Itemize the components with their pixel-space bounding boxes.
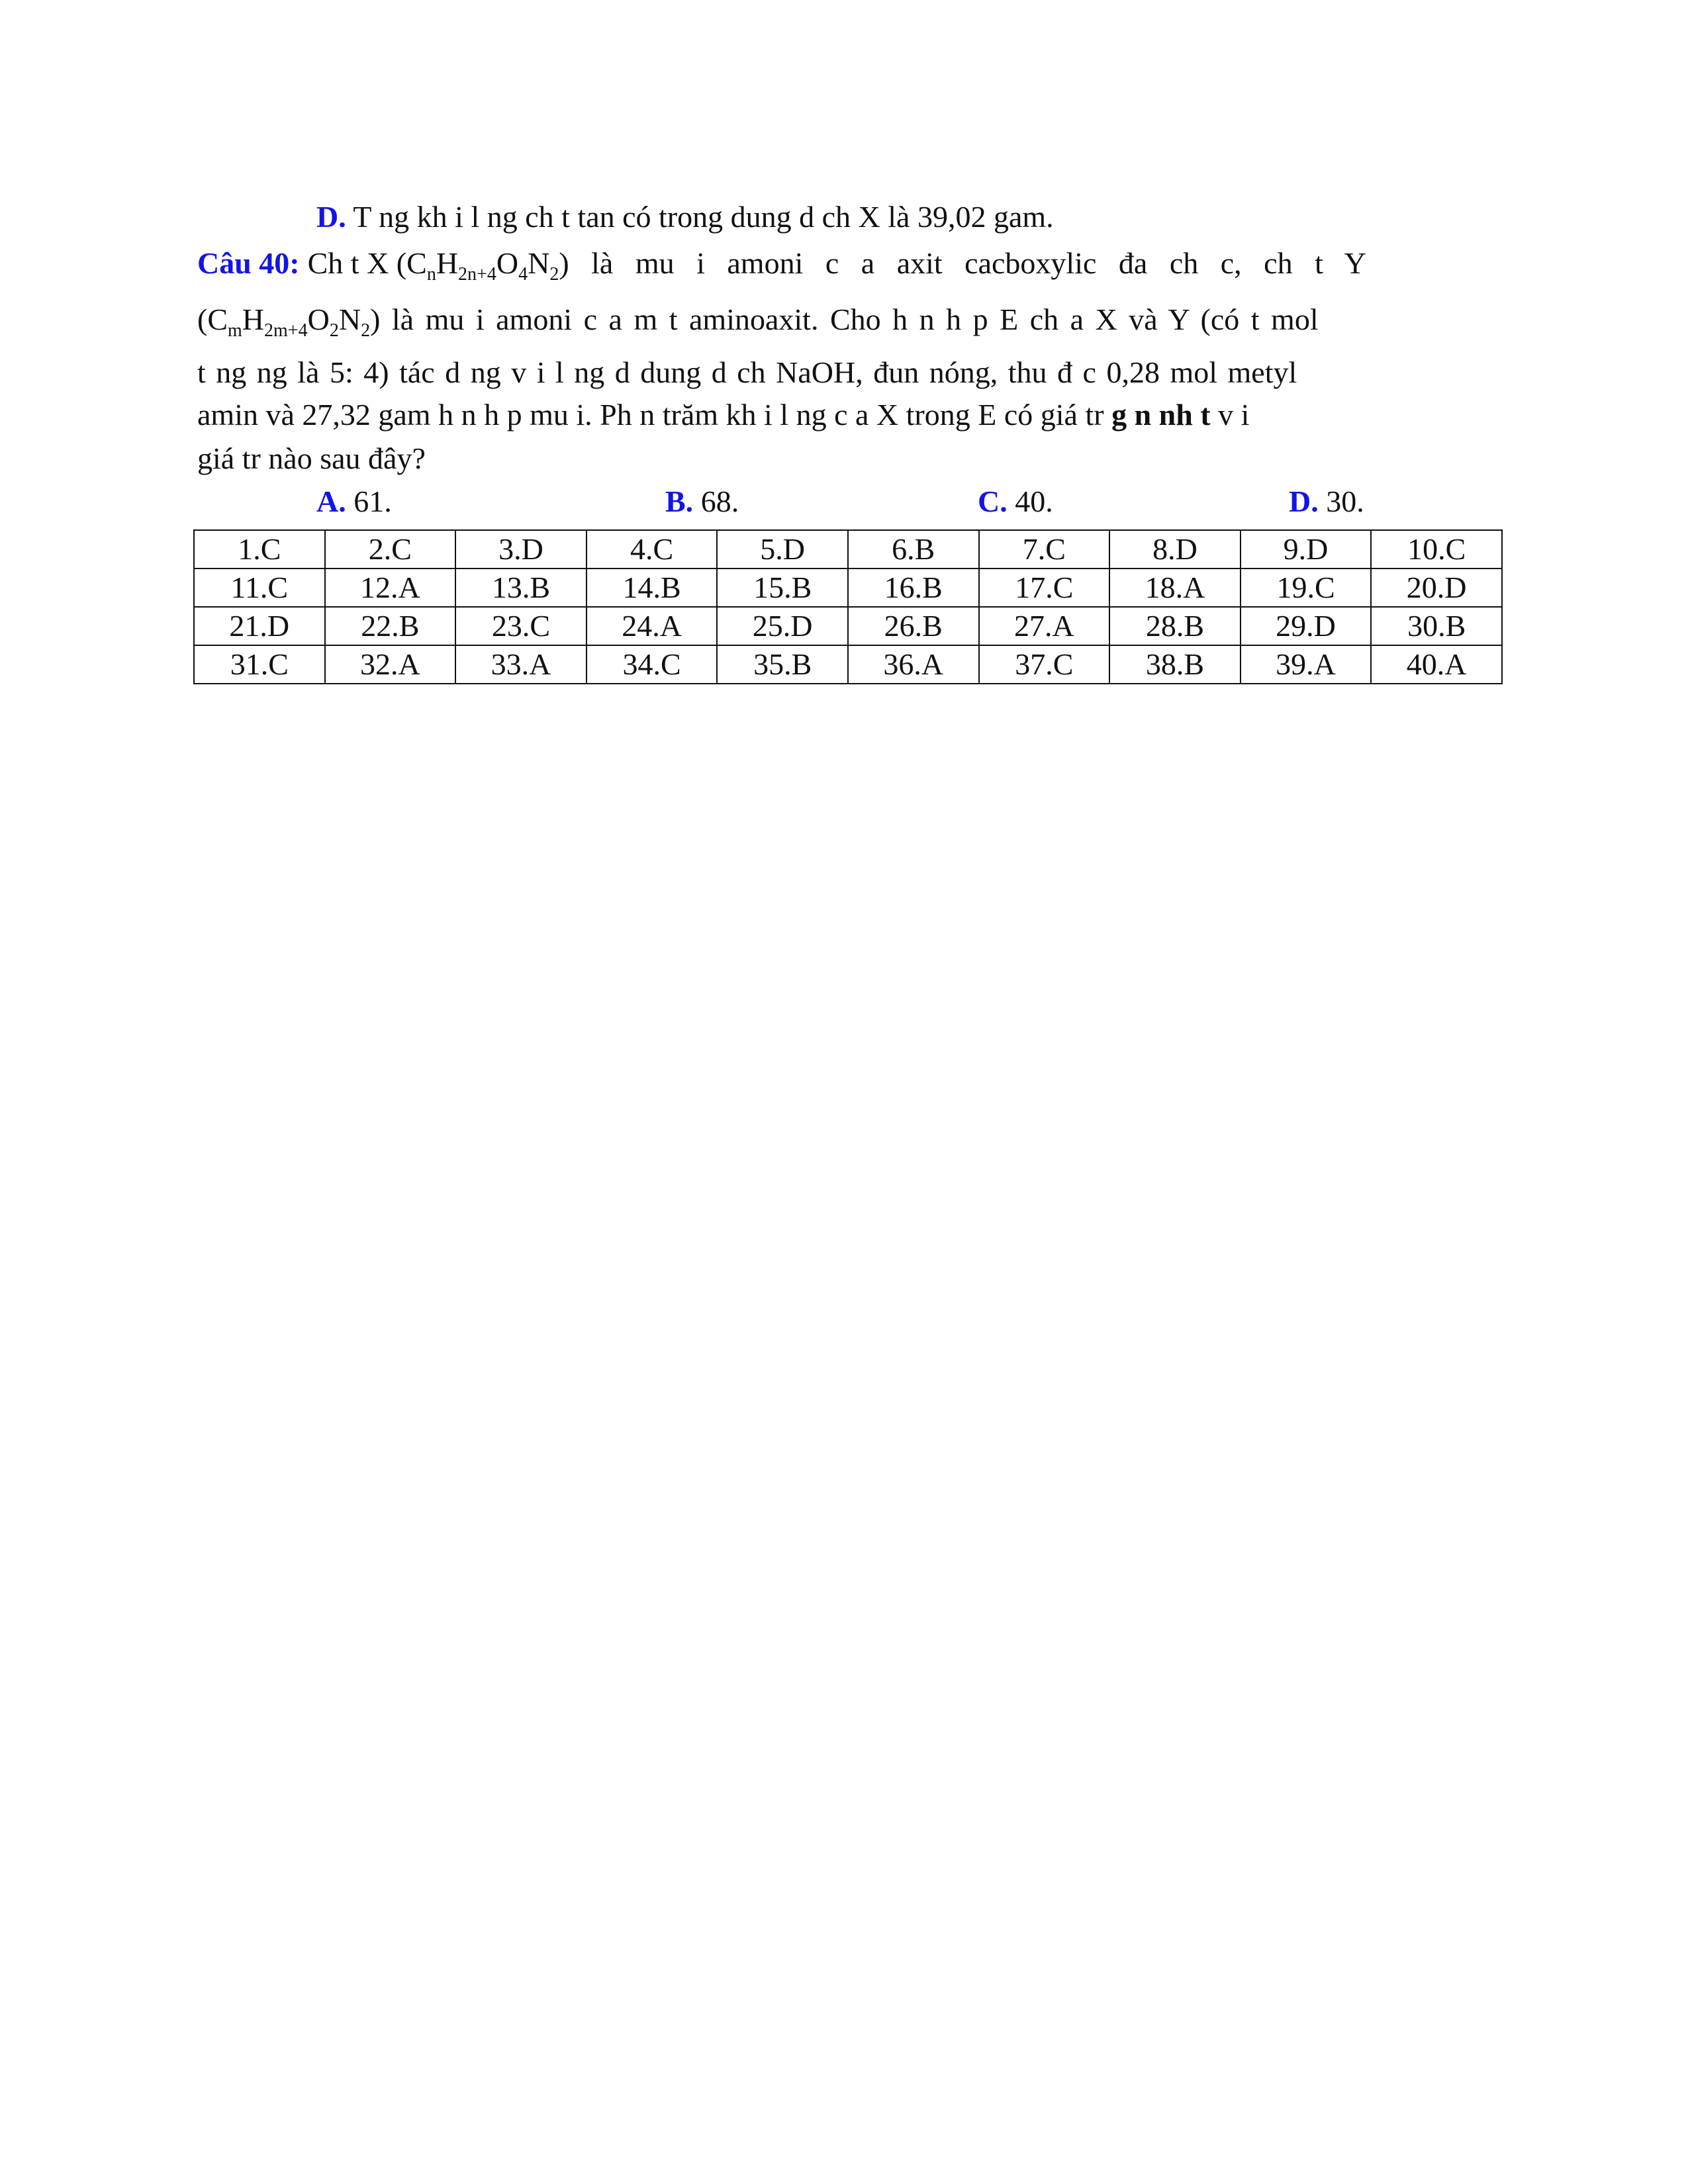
table-cell: 13.B	[455, 569, 586, 607]
question-line-2	[197, 298, 1485, 341]
formula-part: N	[338, 302, 361, 336]
formula-subscript: 2n+4	[458, 264, 496, 285]
question-text: v i	[1218, 398, 1250, 432]
option-value: 61.	[353, 484, 392, 518]
formula-part: O	[496, 246, 519, 280]
table-cell: 19.C	[1241, 569, 1372, 607]
formula-subscript: 2	[329, 320, 339, 341]
question-text: ) là mu i amoni c a axit cacboxylic đa ch c, ch t Y	[559, 246, 1366, 280]
question-line-1	[197, 242, 1485, 285]
table-cell: 27.A	[979, 607, 1110, 645]
question-text: t ng ng là 5: 4) tác d ng v i l ng d dung d ch NaOH, đun nóng, thu đ c 0,28 mol metyl	[197, 355, 1297, 389]
table-row	[194, 530, 1502, 569]
table-cell: 1.C	[194, 530, 325, 569]
table-cell: 15.B	[717, 569, 848, 607]
question-label: Câu 40:	[197, 246, 300, 280]
table-cell: 17.C	[979, 569, 1110, 607]
question-line-5	[197, 437, 426, 480]
table-cell: 10.C	[1371, 530, 1502, 569]
formula-part: Ch t X (C	[307, 246, 427, 280]
option-a[interactable]	[316, 480, 392, 523]
table-cell: 20.D	[1371, 569, 1502, 607]
table-cell: 5.D	[717, 530, 848, 569]
formula-subscript: m	[228, 320, 242, 341]
question-line-4	[197, 393, 1485, 437]
table-cell: 33.A	[455, 645, 586, 684]
formula-part: O	[307, 302, 330, 336]
option-label: D.	[316, 200, 346, 234]
table-cell: 30.B	[1371, 607, 1502, 645]
table-cell: 31.C	[194, 645, 325, 684]
formula-subscript: 2m+4	[264, 320, 308, 341]
table-cell: 21.D	[194, 607, 325, 645]
table-cell: 4.C	[586, 530, 718, 569]
formula-part: H	[242, 302, 265, 336]
table-cell: 11.C	[194, 569, 325, 607]
option-value: 30.	[1326, 484, 1364, 518]
table-cell: 8.D	[1109, 530, 1241, 569]
table-cell: 23.C	[455, 607, 586, 645]
formula-subscript: 2	[549, 264, 559, 285]
table-cell: 40.A	[1371, 645, 1502, 684]
option-text: T ng kh i l ng ch t tan có trong dung d ch X là 39,02 gam.	[353, 200, 1054, 234]
question-text: giá tr nào sau đây?	[197, 441, 426, 475]
table-cell: 26.B	[848, 607, 979, 645]
table-cell: 35.B	[717, 645, 848, 684]
table-row	[194, 569, 1502, 607]
formula-subscript: n	[426, 264, 436, 285]
option-value: 40.	[1015, 484, 1053, 518]
table-cell: 22.B	[325, 607, 456, 645]
previous-option-d	[316, 195, 1054, 239]
formula-subscript: 4	[518, 264, 528, 285]
table-cell: 36.A	[848, 645, 979, 684]
table-cell: 34.C	[586, 645, 718, 684]
answer-key-table	[193, 529, 1503, 684]
table-row	[194, 645, 1502, 684]
table-cell: 37.C	[979, 645, 1110, 684]
question-line-3	[197, 351, 1485, 394]
emphasis-text: g n nh t	[1111, 398, 1211, 432]
table-cell: 7.C	[979, 530, 1110, 569]
formula-part: N	[528, 246, 550, 280]
formula-part: (C	[197, 302, 228, 336]
formula-subscript: 2	[361, 320, 371, 341]
table-cell: 38.B	[1109, 645, 1241, 684]
table-cell: 6.B	[848, 530, 979, 569]
option-b[interactable]	[665, 480, 739, 523]
table-cell: 29.D	[1241, 607, 1372, 645]
table-cell: 14.B	[586, 569, 718, 607]
table-cell: 18.A	[1109, 569, 1241, 607]
option-value: 68.	[700, 484, 739, 518]
question-text: ) là mu i amoni c a m t aminoaxit. Cho h n h p E ch a X và Y (có t mol	[370, 302, 1319, 336]
table-cell: 9.D	[1241, 530, 1372, 569]
table-cell: 16.B	[848, 569, 979, 607]
option-d[interactable]	[1289, 480, 1364, 523]
table-cell: 2.C	[325, 530, 456, 569]
option-c[interactable]	[978, 480, 1053, 523]
table-cell: 39.A	[1241, 645, 1372, 684]
option-label: C.	[978, 484, 1008, 518]
option-label: D.	[1289, 484, 1319, 518]
question-text: amin và 27,32 gam h n h p mu i. Ph n trăm kh i l ng c a X trong E có giá tr	[197, 398, 1104, 432]
option-label: A.	[316, 484, 346, 518]
question-label-wrap	[197, 242, 300, 285]
answer-options	[0, 480, 1688, 523]
table-cell: 3.D	[455, 530, 586, 569]
table-cell: 25.D	[717, 607, 848, 645]
table-row	[194, 607, 1502, 645]
table-cell: 28.B	[1109, 607, 1241, 645]
option-label: B.	[665, 484, 694, 518]
table-cell: 12.A	[325, 569, 456, 607]
table-cell: 32.A	[325, 645, 456, 684]
table-cell: 24.A	[586, 607, 718, 645]
formula-part: H	[436, 246, 459, 280]
question-line-1-text	[308, 242, 1485, 285]
